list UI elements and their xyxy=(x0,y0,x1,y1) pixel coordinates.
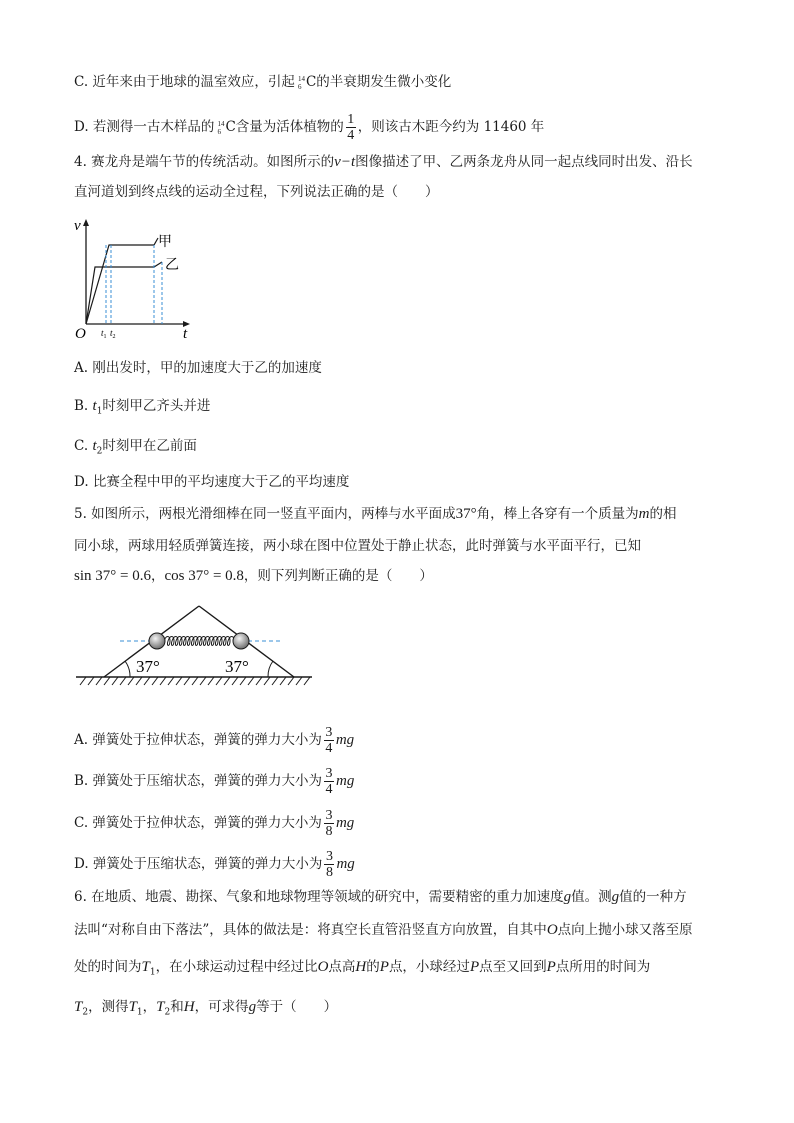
point-p: P xyxy=(379,959,389,975)
left-angle-label: 37° xyxy=(136,657,160,676)
option-prefix: B. xyxy=(74,398,93,414)
spring xyxy=(164,637,234,646)
fraction-numerator: 1 xyxy=(347,112,355,127)
question-text: 的 xyxy=(366,959,380,975)
g-symbol: g xyxy=(611,889,620,905)
question-5-stem-line1 xyxy=(74,504,677,524)
option-text: D. 若测得一古木样品的 xyxy=(74,119,215,135)
question-text: ，则下列判断正确的是（ ） xyxy=(243,568,433,584)
right-angle-arc xyxy=(268,661,273,677)
subscript: 2 xyxy=(96,446,103,457)
origin-label: O xyxy=(75,326,86,342)
spring-figure xyxy=(72,600,322,695)
question-text: 法叫“对称自由下落法”，具体的做法是：将真空长直管沿竖直方向放置，自其中 xyxy=(74,922,547,938)
separator: ， xyxy=(150,568,165,584)
fraction xyxy=(324,849,334,880)
subscript: 1 xyxy=(136,1007,143,1018)
t-symbol: t xyxy=(92,398,97,414)
option-text: D. 比赛全程中甲的平均速度大于乙的平均速度 xyxy=(74,474,350,490)
option-text: C的半衰期发生微小变化 xyxy=(305,74,452,90)
yi-label: 乙 xyxy=(165,258,179,273)
question-text: 点高 xyxy=(328,959,356,975)
question-text: 角，棒上各穿有一个质量为 xyxy=(476,506,639,522)
fraction-denominator: 8 xyxy=(325,865,333,880)
subscript: 2 xyxy=(82,1007,89,1018)
fraction-denominator: 4 xyxy=(325,782,333,797)
t-symbol: t xyxy=(92,438,97,454)
question-text: 值的一种方 xyxy=(619,889,687,905)
option-4d xyxy=(74,472,349,492)
question-text: 直河道划到终点线的运动全过程，下列说法正确的是（ ） xyxy=(74,184,439,200)
jia-line xyxy=(86,238,158,324)
left-angle-arc xyxy=(125,661,130,677)
question-6-stem-line1 xyxy=(74,887,687,907)
mg-symbol: mg xyxy=(335,815,355,831)
fraction xyxy=(324,808,334,839)
question-text: 5. 如图所示，两根光滑细棒在同一竖直平面内，两棒与水平面成 xyxy=(74,506,456,522)
fraction xyxy=(346,112,356,143)
question-6-stem-line4 xyxy=(74,997,337,1023)
question-4-stem-line1 xyxy=(74,152,693,172)
point-o: O xyxy=(546,922,558,938)
question-text: ，在小球运动过程中经过比 xyxy=(155,959,318,975)
mg-symbol: mg xyxy=(335,732,355,748)
right-ball xyxy=(233,633,249,649)
cos-value: cos 37° = 0.8 xyxy=(164,568,244,584)
option-text: D. 弹簧处于压缩状态，弹簧的弹力大小为 xyxy=(74,856,323,872)
option-text: ，则该古木距今约为 11460 年 xyxy=(357,119,545,135)
fraction-numerator: 3 xyxy=(325,808,333,823)
t2-label: $t_2$ xyxy=(110,328,116,340)
separator: ， xyxy=(142,999,157,1015)
isotope-notation xyxy=(217,120,224,136)
subscript: 1 xyxy=(149,967,156,978)
question-text: 和 xyxy=(170,999,184,1015)
g-symbol: g xyxy=(563,889,572,905)
question-4-stem-line2 xyxy=(74,182,439,202)
question-text: ，测得 xyxy=(88,999,129,1015)
option-3d xyxy=(74,112,544,143)
isotope-mass: 14 xyxy=(217,119,225,128)
isotope-z: 6 xyxy=(297,82,302,91)
g-symbol: g xyxy=(248,999,257,1015)
option-4b xyxy=(74,396,210,422)
right-angle-label: 37° xyxy=(225,657,249,676)
option-5a xyxy=(74,725,354,756)
left-ball xyxy=(149,633,165,649)
question-text: 的相 xyxy=(649,506,677,522)
question-text: 点，小球经过 xyxy=(388,959,470,975)
t-symbol: T xyxy=(128,999,137,1015)
h-symbol: H xyxy=(183,999,195,1015)
question-text: 处的时间为 xyxy=(74,959,142,975)
ground-hatch xyxy=(80,677,310,685)
question-text: 点所用的时间为 xyxy=(555,959,651,975)
fraction xyxy=(324,725,334,756)
fraction xyxy=(324,766,334,797)
point-p: P xyxy=(546,959,556,975)
option-text: 时刻甲在乙前面 xyxy=(102,438,197,454)
option-text: 时刻甲乙齐头并进 xyxy=(102,398,211,414)
vt-symbol: v−t xyxy=(334,154,356,170)
option-3c xyxy=(74,72,451,92)
jia-label: 甲 xyxy=(158,235,172,250)
fraction-numerator: 3 xyxy=(325,766,333,781)
t-symbol: T xyxy=(156,999,165,1015)
question-text: 等于（ ） xyxy=(256,999,338,1015)
option-4c xyxy=(74,436,197,462)
question-text: ，可求得 xyxy=(194,999,249,1015)
question-text: 图像描述了甲、乙两条龙舟从同一起点线同时出发、沿长 xyxy=(355,154,693,170)
t-symbol: T xyxy=(74,999,83,1015)
question-6-stem-line2 xyxy=(74,920,693,940)
v-axis-arrow xyxy=(83,219,89,226)
option-5c xyxy=(74,808,354,839)
question-5-stem-line3 xyxy=(74,566,433,586)
option-5b xyxy=(74,766,354,797)
fraction-numerator: 3 xyxy=(325,849,333,864)
mass-symbol: m xyxy=(638,506,650,522)
vt-graph xyxy=(70,214,200,344)
yi-line xyxy=(86,262,162,324)
t-symbol: T xyxy=(141,959,150,975)
question-text: 点至又回到 xyxy=(479,959,547,975)
isotope-z: 6 xyxy=(217,127,221,136)
isotope-mass: 14 xyxy=(297,74,305,83)
option-5d xyxy=(74,849,355,880)
question-text: 值。测 xyxy=(571,889,612,905)
question-text: 同小球，两球用轻质弹簧连接，两小球在图中位置处于静止状态，此时弹簧与水平面平行，已知 xyxy=(74,538,641,554)
h-symbol: H xyxy=(355,959,367,975)
fraction-denominator: 4 xyxy=(347,128,355,143)
question-text: 6. 在地质、地震、勘探、气象和地球物理等领域的研究中，需要精密的重力加速度 xyxy=(74,889,564,905)
fraction-denominator: 8 xyxy=(325,824,333,839)
question-6-stem-line3 xyxy=(74,957,650,983)
v-label: v xyxy=(74,218,81,234)
question-5-stem-line2 xyxy=(74,536,641,556)
point-o: O xyxy=(317,959,329,975)
option-4a xyxy=(74,358,322,378)
option-prefix: C. xyxy=(74,438,93,454)
option-text: C. 近年来由于地球的温室效应，引起 xyxy=(74,74,295,90)
isotope-notation xyxy=(298,75,305,91)
point-p: P xyxy=(469,959,480,975)
angle-value: 37° xyxy=(455,506,477,522)
option-text: C. 弹簧处于拉伸状态，弹簧的弹力大小为 xyxy=(74,815,322,831)
subscript: 1 xyxy=(96,406,103,417)
option-text: B. 弹簧处于压缩状态，弹簧的弹力大小为 xyxy=(74,773,323,789)
question-text: 4. 赛龙舟是端午节的传统活动。如图所示的 xyxy=(74,154,335,170)
mg-symbol: mg xyxy=(336,773,355,789)
option-text: A. 弹簧处于拉伸状态，弹簧的弹力大小为 xyxy=(74,732,322,748)
t-label: t xyxy=(183,326,188,342)
fraction-numerator: 3 xyxy=(325,725,333,740)
t1-label: $t_1$ xyxy=(101,328,107,340)
mg-symbol: mg xyxy=(336,856,355,872)
sin-value: sin 37° = 0.6 xyxy=(74,568,151,584)
subscript: 2 xyxy=(164,1007,171,1018)
option-text: A. 刚出发时，甲的加速度大于乙的加速度 xyxy=(74,360,322,376)
option-text: C含量为活体植物的 xyxy=(225,119,344,135)
fraction-denominator: 4 xyxy=(325,741,333,756)
question-text: 点向上抛小球又落至原 xyxy=(557,922,693,938)
